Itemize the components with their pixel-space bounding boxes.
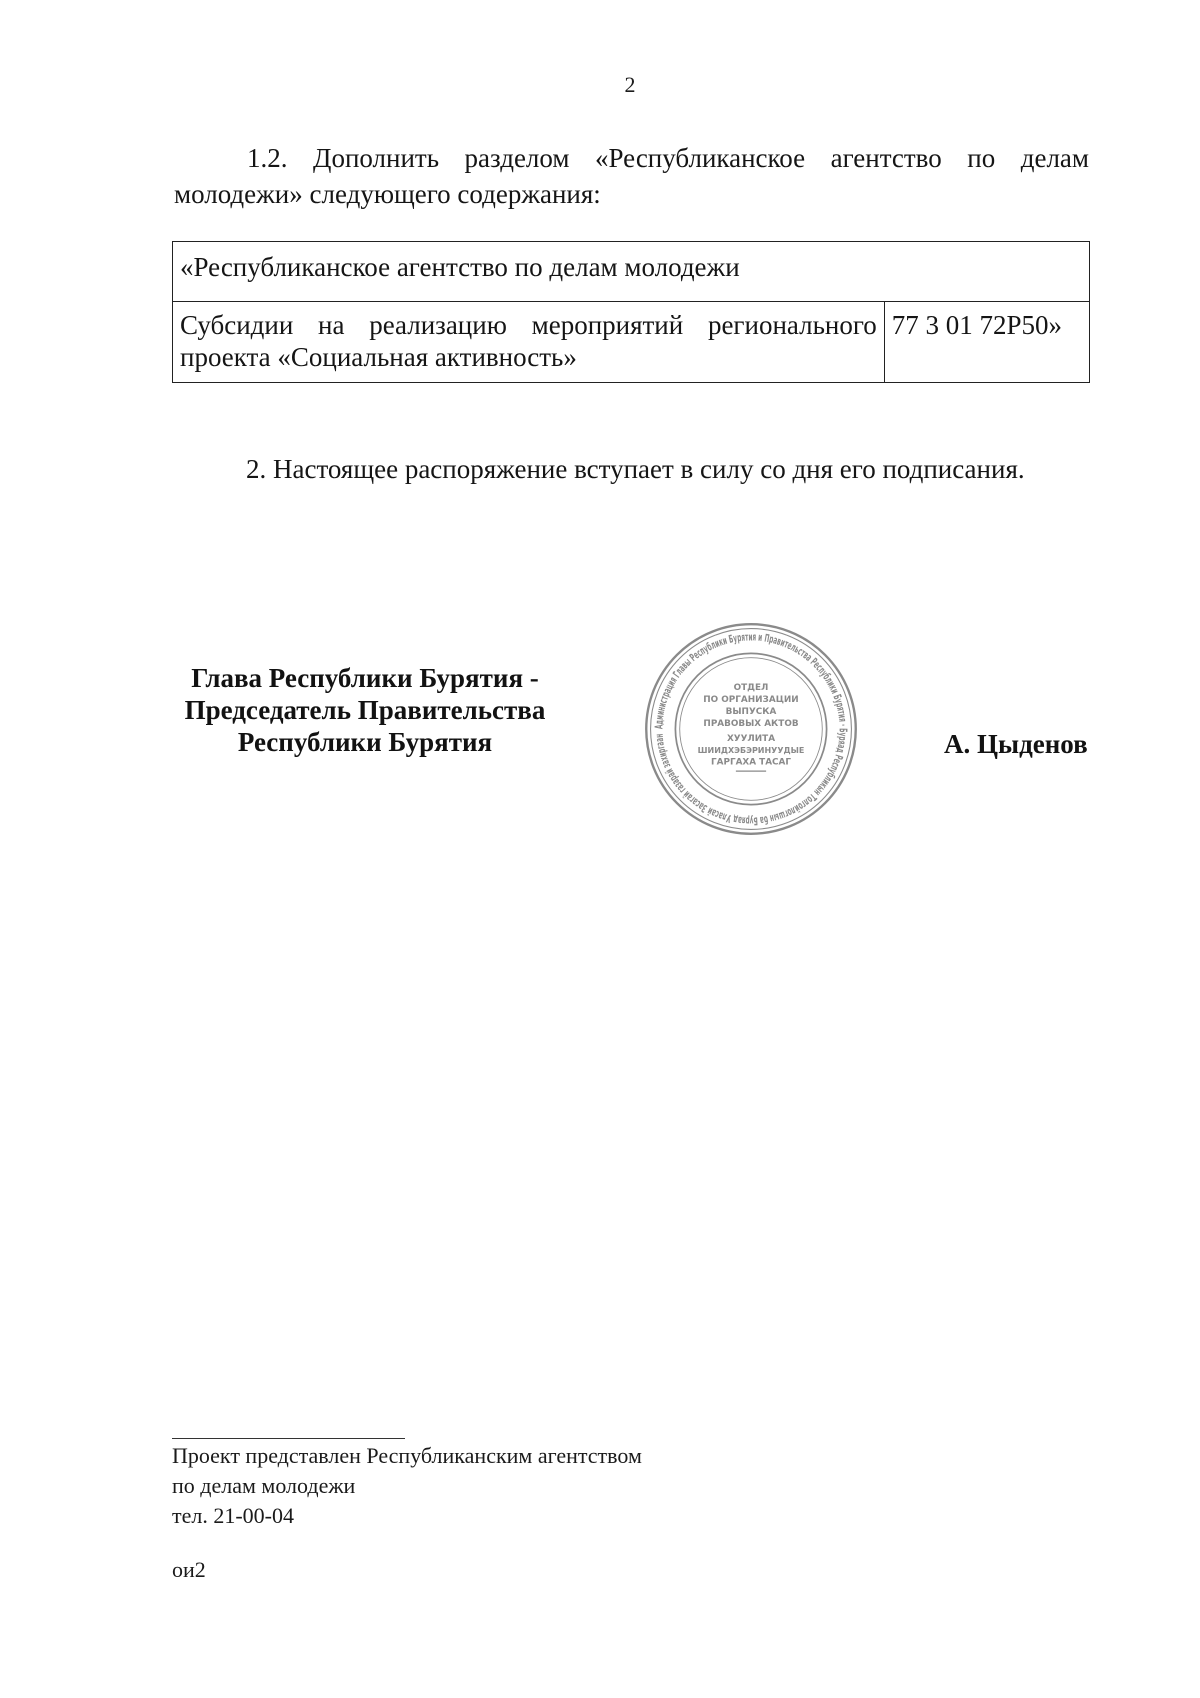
footnote <box>172 1441 642 1531</box>
effective-date-paragraph: 2. Настоящее распоряжение вступает в силу со дня его подписания. <box>246 454 1025 484</box>
seal-line-4: ПРАВОВЫХ АКТОВ <box>703 718 799 729</box>
page-number: 2 <box>624 72 636 97</box>
table-row <box>173 302 1090 383</box>
seal-line-2: ПО ОРГАНИЗАЦИИ <box>703 695 799 705</box>
table-cell-code: 77 3 01 72Р50» <box>884 302 1089 383</box>
document-code: ои2 <box>172 1557 206 1582</box>
seal-line-6: ШИИДХЭБЭРИНУУДЫЕ <box>697 745 805 755</box>
footnote-line-3: тел. 21-00-04 <box>172 1503 295 1528</box>
seal-line-1: ОТДЕЛ <box>733 683 769 694</box>
signer-title-line-3: Республики Бурятия <box>237 727 493 757</box>
amendment-paragraph: 1.2. Дополнить разделом «Республиканское агентство по делам молодежи» следующего содержания: <box>174 143 1089 209</box>
table-header-row <box>173 242 1090 302</box>
table-section-title: «Республиканское агентство по делам молодежи <box>173 242 1090 302</box>
seal-outer-text: Администрация Главы Республики Бурятия и Правительства Республики Бурятия · Буряад Республикын Толгойлогшын ба Буряад Уласай Засагай газарай захиргаан <box>652 630 850 828</box>
official-seal <box>643 621 859 837</box>
table-cell-description: Субсидии на реализацию мероприятий регионального проекта «Социальная активность» <box>173 302 885 383</box>
svg-text:Администрация Главы Республики <box>652 630 849 827</box>
seal-line-3: ВЫПУСКА <box>725 706 777 717</box>
footnote-line-1: Проект представлен Республиканским агентством <box>172 1443 642 1468</box>
signer-title <box>165 662 565 758</box>
signer-title-line-1: Глава Республики Бурятия - <box>191 663 539 693</box>
seal-line-7: ГАРГАХА ТАСАГ <box>710 757 792 768</box>
signer-title-line-2: Председатель Правительства <box>184 695 546 725</box>
signer-name: А. Цыденов <box>944 729 1088 759</box>
footnote-line-2: по делам молодежи <box>172 1473 356 1498</box>
seal-line-5: ХУУЛИТА <box>726 733 776 744</box>
amendment-table <box>172 241 1090 383</box>
footnote-divider <box>172 1438 405 1439</box>
